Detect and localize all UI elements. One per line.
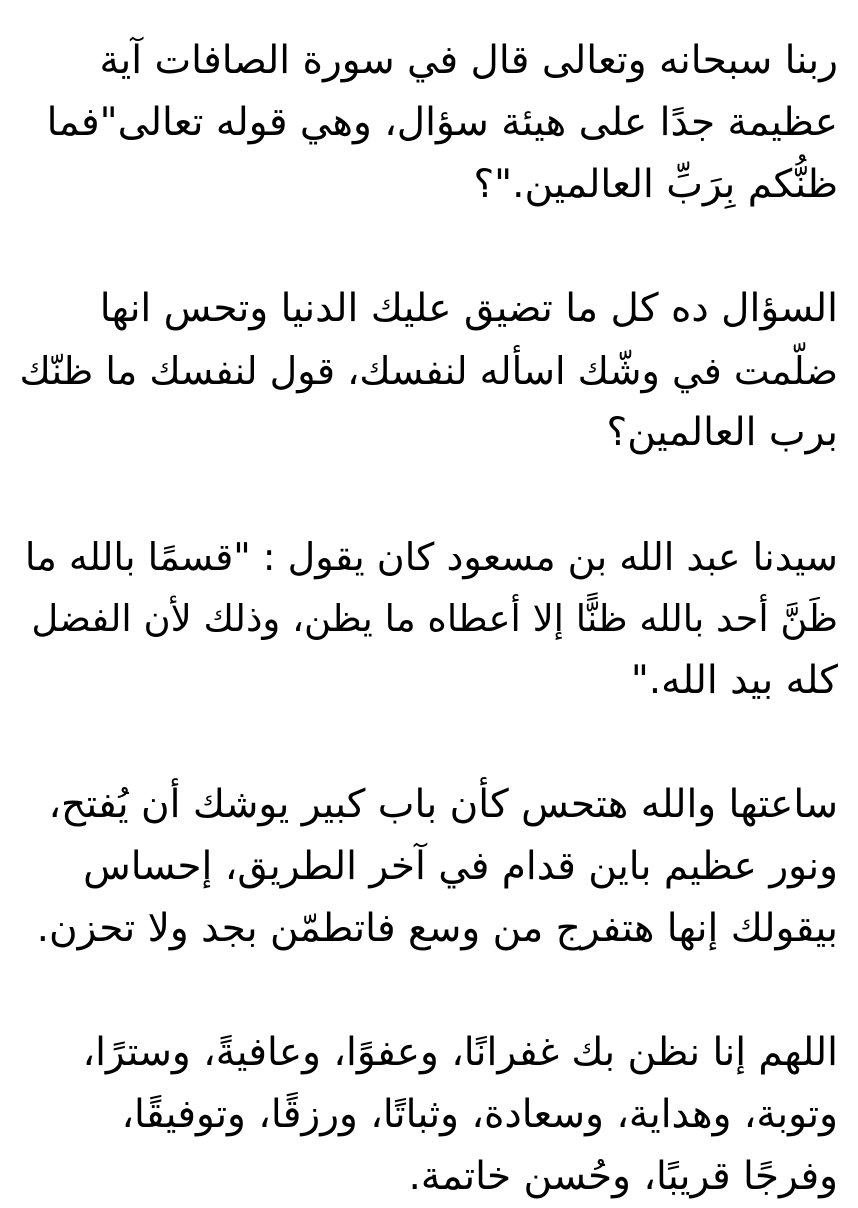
paragraph-ibn-masud-quote	[18, 526, 838, 712]
text-line: ظَنَّ أحد بالله ظنًّا إلا أعطاه ما يظن، وذلك لأن الفضل	[31, 597, 838, 640]
text-line: وتوبة، وهداية، وسعادة، وثباتًا، ورزقًا، وتوفيقًا،	[121, 1092, 838, 1137]
text-line: السؤال ده كل ما تضيق عليك الدنيا وتحس انها	[99, 286, 838, 331]
text-line: ضلّمت في وشّك اسأله لنفسك، قول لنفسك ما ظنّك	[19, 349, 838, 393]
text-line: ظنُّكم بِرَبِّ العالمين."؟	[473, 162, 838, 207]
text-line: وفرجًا قريبًا، وحُسن خاتمة.	[408, 1154, 838, 1199]
text-line: برب العالمين؟	[606, 410, 838, 455]
text-line: سيدنا عبد الله بن مسعود كان يقول : "قسمًا بالله ما	[24, 535, 838, 579]
text-line: ونور عظيم باين قدام في آخر الطريق، إحساس	[83, 844, 838, 889]
paragraph-ask-yourself	[18, 278, 838, 464]
paragraph-dua	[18, 1022, 838, 1208]
paragraph-verse-question	[18, 30, 838, 216]
text-line: ربنا سبحانه وتعالى قال في سورة الصافات آية	[99, 38, 838, 83]
text-line: اللهم إنا نظن بك غفرانًا، وعفوًا، وعافيةً، وسترًا،	[82, 1030, 838, 1075]
note-body	[18, 30, 838, 1208]
text-line: بيقولك إنها هتفرج من وسع فاتطمّن بجد ولا تحزن.	[36, 906, 838, 951]
text-line: عظيمة جدًا على هيئة سؤال، وهي قوله تعالى"فما	[46, 100, 838, 145]
text-line: كله بيد الله."	[630, 658, 838, 703]
text-line: ساعتها والله هتحس كأن باب كبير يوشك أن يُفتح،	[48, 782, 838, 827]
paragraph-hope	[18, 774, 838, 960]
